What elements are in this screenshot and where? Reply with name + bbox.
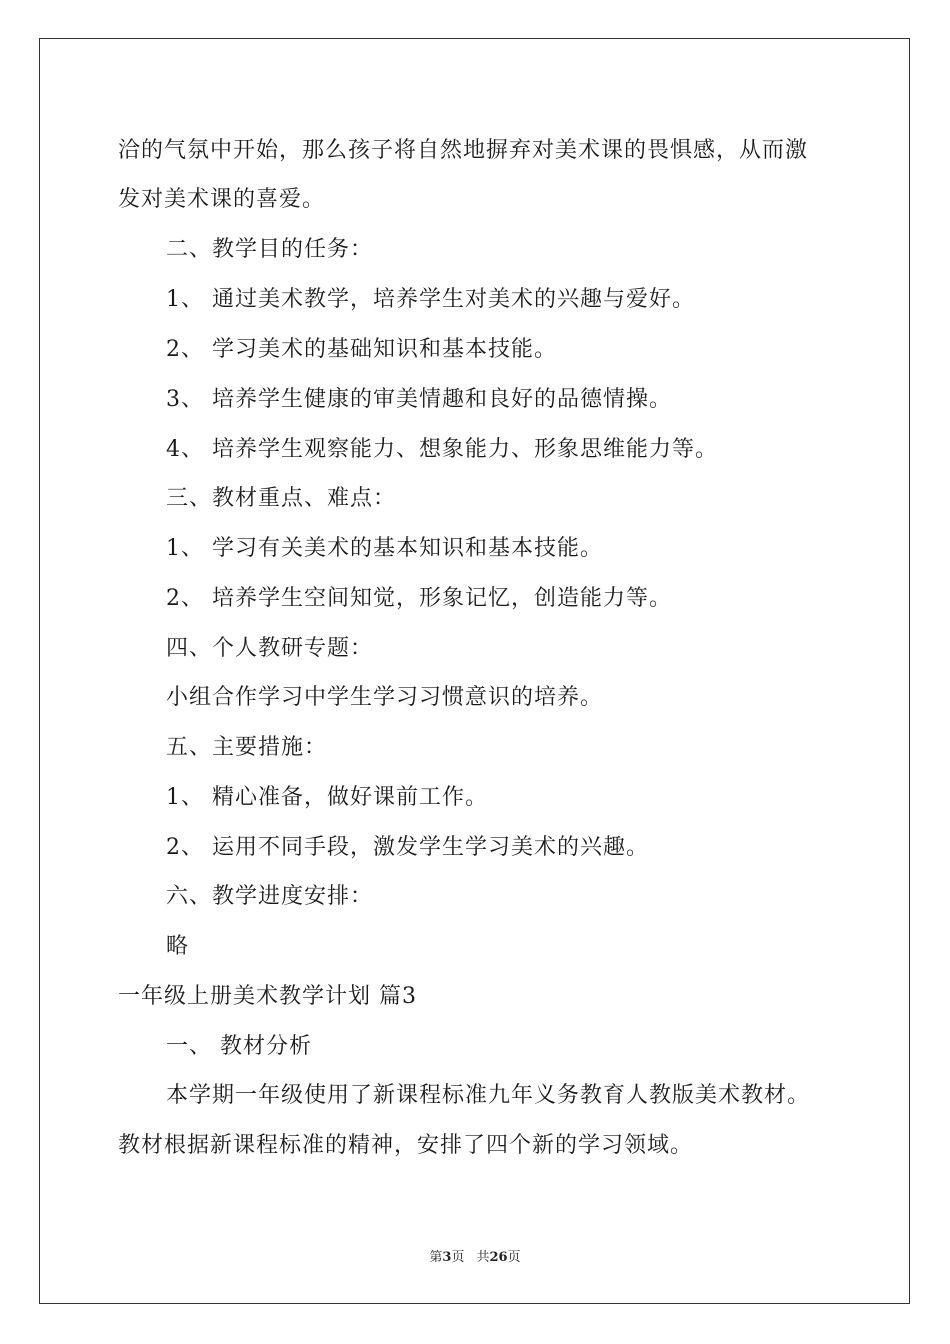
section-heading: 六、教学进度安排：	[166, 884, 374, 909]
total-pages-suffix: 页	[507, 1250, 521, 1265]
list-item: 1、 精心准备，做好课前工作。	[166, 785, 488, 810]
list-item: 4、 培养学生观察能力、想象能力、形象思维能力等。	[166, 437, 718, 462]
paragraph-line: 小组合作学习中学生学习习惯意识的培养。	[166, 685, 604, 710]
section-heading: 一、 教材分析	[166, 1034, 312, 1059]
total-pages: 26	[489, 1250, 508, 1265]
page-border	[39, 38, 910, 1304]
list-item: 2、 学习美术的基础知识和基本技能。	[166, 337, 557, 362]
paragraph-line: 本学期一年级使用了新课程标准九年义务教育人教版美术教材。	[166, 1083, 811, 1108]
paragraph-line: 教材根据新课程标准的精神，安排了四个新的学习领域。	[118, 1133, 694, 1158]
section-heading: 二、教学目的任务：	[166, 237, 374, 262]
list-item: 1、 通过美术教学，培养学生对美术的兴趣与爱好。	[166, 287, 695, 312]
list-item: 3、 培养学生健康的审美情趣和良好的品德情操。	[166, 387, 672, 412]
page-number-prefix: 第	[429, 1250, 443, 1265]
total-pages-prefix: 共	[476, 1250, 490, 1265]
section-heading: 三、教材重点、难点：	[166, 486, 397, 511]
section-heading: 四、个人教研专题：	[166, 636, 374, 661]
list-item: 2、 培养学生空间知觉，形象记忆，创造能力等。	[166, 586, 672, 611]
document-title: 一年级上册美术教学计划 篇3	[118, 984, 417, 1009]
list-item: 2、 运用不同手段，激发学生学习美术的兴趣。	[166, 835, 649, 860]
page-number-suffix: 页	[451, 1250, 465, 1265]
page-footer	[0, 1246, 950, 1265]
page-number: 3	[442, 1250, 452, 1265]
paragraph-line: 发对美术课的喜爱。	[118, 187, 326, 212]
section-heading: 五、主要措施：	[166, 735, 328, 760]
paragraph-line: 洽的气氛中开始，那么孩子将自然地摒弃对美术课的畏惧感，从而激	[118, 138, 809, 163]
paragraph-line: 略	[166, 934, 190, 959]
list-item: 1、 学习有关美术的基本知识和基本技能。	[166, 536, 603, 561]
